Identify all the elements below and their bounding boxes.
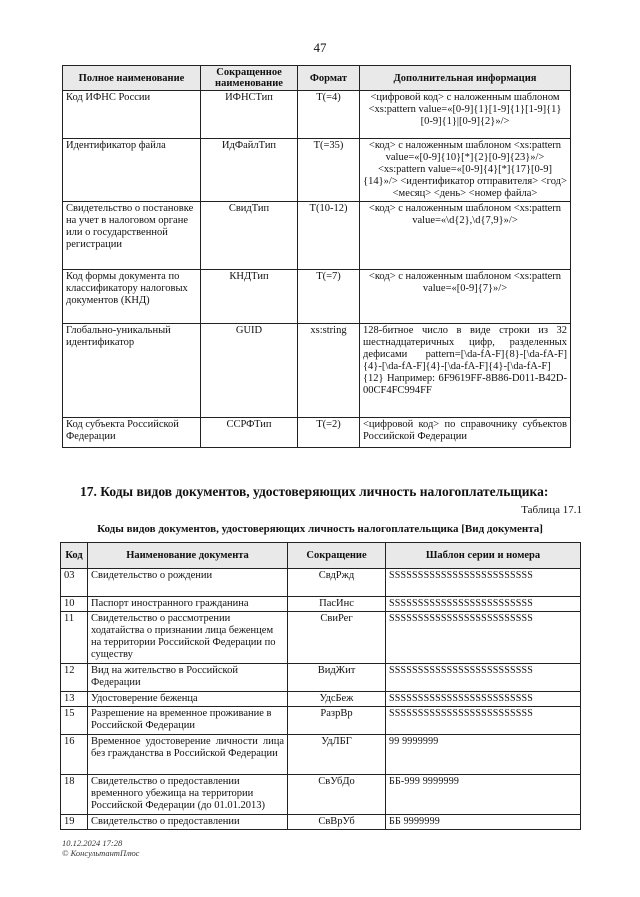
abbreviation: СвВрУб (288, 815, 386, 830)
full-name: Глобально-уникальный идентификатор (63, 324, 201, 418)
series-template: SSSSSSSSSSSSSSSSSSSSSSSSS (386, 569, 581, 597)
header-code: Код (61, 543, 88, 569)
format: T(10-12) (298, 202, 360, 270)
series-template: 99 9999999 (386, 735, 581, 775)
table-row (61, 707, 581, 735)
additional-info: <код> с наложенным шаблоном <xs:pattern value=«\d{2},\d{7,9}»/> (360, 202, 571, 270)
table-row (63, 270, 571, 324)
document-name: Вид на жительство в Российской Федерации (88, 664, 288, 692)
page-number: 47 (313, 40, 327, 55)
format: T(=4) (298, 91, 360, 139)
document-name: Свидетельство о рождении (88, 569, 288, 597)
additional-info: 128-битное число в виде строки из 32 шестнадцатеричных цифр, разделенных дефисами pattern=[\da-fA-F]{8}-[\da-fA-F]{4}-[\da-fA-F]{4}-[\da-fA-F]{4}-[\da-fA-F]{12} Например: 6F9619FF-8B86-D011-B42D-00CF4FC994FF (360, 324, 571, 418)
abbreviation: СвдРжд (288, 569, 386, 597)
short-name: ИдФайлТип (201, 139, 298, 202)
header-format: Формат (298, 66, 360, 91)
full-name: Идентификатор файла (63, 139, 201, 202)
series-template: ББ-999 9999999 (386, 775, 581, 815)
series-template: SSSSSSSSSSSSSSSSSSSSSSSSS (386, 692, 581, 707)
header-abbreviation: Сокращение (288, 543, 386, 569)
table-row (63, 324, 571, 418)
short-name: ИФНСТип (201, 91, 298, 139)
table-row (63, 91, 571, 139)
format: T(=7) (298, 270, 360, 324)
full-name: Код формы документа по классификатору налоговых документов (КНД) (63, 270, 201, 324)
header-short-name: Сокращенное наименование (201, 66, 298, 91)
footer (62, 838, 139, 858)
table-row (61, 612, 581, 664)
series-template: SSSSSSSSSSSSSSSSSSSSSSSSS (386, 597, 581, 612)
abbreviation: УдЛБГ (288, 735, 386, 775)
data-types-table (62, 65, 571, 448)
series-template: ББ 9999999 (386, 815, 581, 830)
additional-info: <код> с наложенным шаблоном <xs:pattern value=«[0-9]{10}[*]{2}[0-9]{23}»/> <xs:pattern value=«[0-9]{4}[*]{17}[0-9]{14}»/> <идентификатор отправителя> <год> <месяц> <день> <номер файла> (360, 139, 571, 202)
code: 16 (61, 735, 88, 775)
document-name: Паспорт иностранного гражданина (88, 597, 288, 612)
abbreviation: СвУбДо (288, 775, 386, 815)
code: 12 (61, 664, 88, 692)
code: 13 (61, 692, 88, 707)
table-row (61, 597, 581, 612)
additional-info: <цифровой код> по справочнику субъектов Российской Федерации (360, 418, 571, 448)
table-row (63, 139, 571, 202)
document-name: Свидетельство о рассмотрении ходатайства о признании лица беженцем на территории Российской Федерации по существу (88, 612, 288, 664)
series-template: SSSSSSSSSSSSSSSSSSSSSSSSS (386, 707, 581, 735)
header-full-name: Полное наименование (63, 66, 201, 91)
document-codes-table (60, 542, 581, 830)
code: 18 (61, 775, 88, 815)
short-name: ССРФТип (201, 418, 298, 448)
full-name: Код субъекта Российской Федерации (63, 418, 201, 448)
header-document-name: Наименование документа (88, 543, 288, 569)
short-name: СвидТип (201, 202, 298, 270)
short-name: КНДТип (201, 270, 298, 324)
code: 19 (61, 815, 88, 830)
table-row (61, 735, 581, 775)
abbreviation: СвиРег (288, 612, 386, 664)
document-name: Удостоверение беженца (88, 692, 288, 707)
footer-source: © КонсультантПлюс (62, 848, 140, 858)
table-caption: Коды видов документов, удостоверяющих личность налогоплательщика [Вид документа] (97, 523, 543, 535)
document-name: Свидетельство о предоставлении временного убежища на территории Российской Федерации (до 01.01.2013) (88, 775, 288, 815)
format: xs:string (298, 324, 360, 418)
code: 03 (61, 569, 88, 597)
table-row (61, 664, 581, 692)
section-heading: 17. Коды видов документов, удостоверяющих личность налогоплательщика: (80, 484, 549, 499)
additional-info: <код> с наложенным шаблоном <xs:pattern value=«[0-9]{7}»/> (360, 270, 571, 324)
short-name: GUID (201, 324, 298, 418)
code: 11 (61, 612, 88, 664)
full-name: Свидетельство о постановке на учет в налоговом органе или о государственной регистрации (63, 202, 201, 270)
code: 15 (61, 707, 88, 735)
series-template: SSSSSSSSSSSSSSSSSSSSSSSSS (386, 664, 581, 692)
format: T(=35) (298, 139, 360, 202)
table-row (61, 569, 581, 597)
table-row (61, 815, 581, 830)
full-name: Код ИФНС России (63, 91, 201, 139)
document-name: Свидетельство о предоставлении (88, 815, 288, 830)
header-additional-info: Дополнительная информация (360, 66, 571, 91)
format: T(=2) (298, 418, 360, 448)
table-row (63, 418, 571, 448)
abbreviation: УдсБеж (288, 692, 386, 707)
footer-date: 10.12.2024 17:28 (62, 838, 123, 848)
abbreviation: ВидЖит (288, 664, 386, 692)
series-template: SSSSSSSSSSSSSSSSSSSSSSSSS (386, 612, 581, 664)
additional-info: <цифровой код> с наложенным шаблоном <xs:pattern value=«[0-9]{1}[1-9]{1}[1-9]{1}[0-9]{1}|[0-9]{2}»/> (360, 91, 571, 139)
table-row (61, 692, 581, 707)
table-row (63, 202, 571, 270)
document-name: Временное удостоверение личности лица без гражданства в Российской Федерации (88, 735, 288, 775)
abbreviation: РазрВр (288, 707, 386, 735)
abbreviation: ПасИнс (288, 597, 386, 612)
table-row (61, 775, 581, 815)
document-name: Разрешение на временное проживание в Российской Федерации (88, 707, 288, 735)
code: 10 (61, 597, 88, 612)
table-label: Таблица 17.1 (521, 504, 582, 516)
header-series-template: Шаблон серии и номера (386, 543, 581, 569)
